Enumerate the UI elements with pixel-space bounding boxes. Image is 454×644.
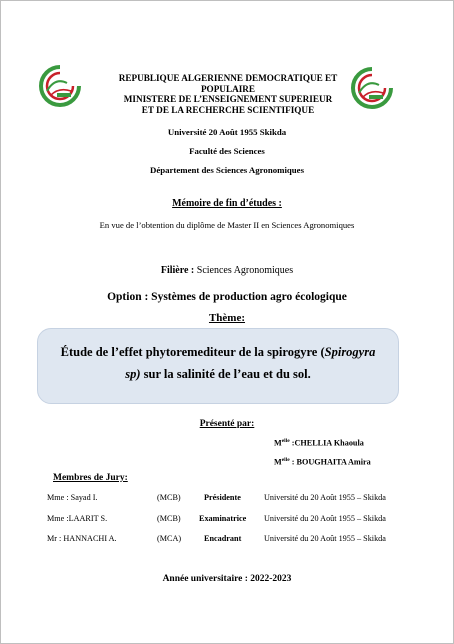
jury-univ: Université du 20 Août 1955 – Skikda [264,493,386,502]
university-name: Université 20 Août 1955 Skikda [167,127,287,137]
student-1-title: M [274,438,282,448]
header-line-2: POPULAIRE [200,83,256,94]
jury-grade: (MCB) [157,514,181,523]
student-2-name: : BOUGHAITA Amira [289,457,371,467]
header-line-4: ET DE LA RECHERCHE SCIENTIFIQUE [141,104,315,115]
student-1-sup: elle [281,438,290,444]
theme-box [37,328,399,404]
student-1-name: :CHELLIA Khaoula [289,438,364,448]
jury-role: Examinatrice [199,514,247,523]
jury-univ: Université du 20 Août 1955 – Skikda [264,514,386,523]
jury-grade: (MCA) [157,534,182,543]
university-logo-left [37,63,83,109]
jury-grade: (MCB) [157,493,181,502]
student-2-title: M [274,457,282,467]
header-line-1: REPUBLIQUE ALGERIENNE DEMOCRATIQUE ET [118,73,338,83]
jury-label: Membres de Jury: [53,473,128,483]
department-name: Département des Sciences Agronomiques [149,165,304,175]
jury-role: Encadrant [204,534,242,543]
jury-name: Mme :LAARIT S. [47,514,108,523]
student-2 [274,457,371,467]
filiere-label: Filière : [160,265,195,276]
theme-italic-2: sp) [125,367,141,381]
theme-label: Thème: [208,312,246,324]
jury-univ: Université du 20 Août 1955 – Skikda [264,534,386,543]
faculty-name: Faculté des Sciences [189,146,265,156]
memoire-title: Mémoire de fin d’études : [172,198,282,209]
republic-header [97,73,359,115]
theme-text-part1: Étude de l’effet phytoremediteur de la spirogyre ( [60,345,325,359]
memoire-subtitle: En vue de l’obtention du diplôme de Master II en Sciences Agronomiques [99,220,355,230]
theme-italic-1: Spirogyra [324,345,376,359]
student-2-sup: elle [281,457,290,463]
header-line-3: MINISTERE DE L’ENSEIGNEMENT SUPERIEUR [123,94,333,104]
jury-name: Mr : HANNACHI A. [47,534,117,543]
academic-year: Année universitaire : 2022-2023 [162,574,292,584]
option-line: Option : Systèmes de production agro écologique [107,291,347,303]
student-1 [274,438,364,448]
filiere-line [1,265,453,276]
jury-role: Présidente [204,493,241,502]
theme-text-part2: sur la salinité de l’eau et du sol. [140,367,311,381]
filiere-value: Sciences Agronomiques [194,265,294,276]
presente-label: Présenté par: [199,419,255,429]
jury-name: Mme : Sayad I. [47,493,98,502]
theme-title [56,341,380,385]
